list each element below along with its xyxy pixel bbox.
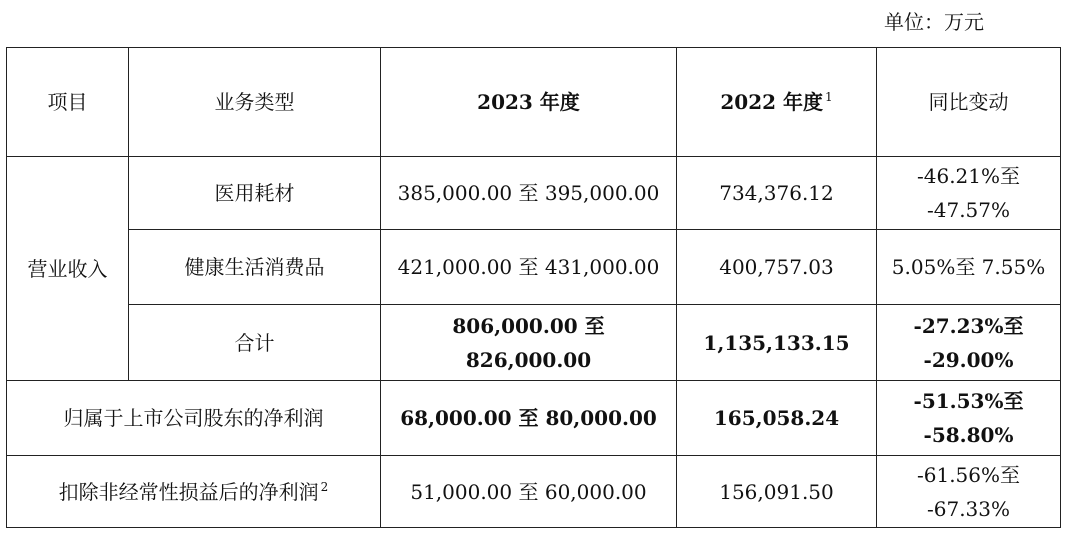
- yoy-line-2: -58.80%: [923, 423, 1014, 447]
- header-item: 项目: [7, 48, 129, 157]
- row-2022-value: 400,757.03: [677, 230, 877, 305]
- header-2023: 2023 年度: [381, 48, 677, 157]
- total-yoy: [877, 305, 1061, 381]
- header-2022-cell: [677, 48, 877, 157]
- yoy-line-1: -27.23%至: [913, 313, 1024, 338]
- row-type: 医用耗材: [129, 157, 381, 230]
- header-yoy: 同比变动: [877, 48, 1061, 157]
- yoy-line-2: -29.00%: [923, 347, 1014, 372]
- total-label: 合计: [129, 305, 381, 381]
- total-2023-value: 806,000.00 至 826,000.00: [381, 305, 677, 381]
- row-2023-value: 421,000.00 至 431,000.00: [381, 230, 677, 305]
- table-row-net-profit-ex: [7, 456, 1061, 528]
- table-header-row: [7, 48, 1061, 157]
- net-profit-ex-yoy: [877, 456, 1061, 528]
- net-profit-yoy: [877, 381, 1061, 456]
- yoy-line-2: -67.33%: [926, 496, 1011, 521]
- row-yoy: [877, 157, 1061, 230]
- table-row-net-profit: [7, 381, 1061, 456]
- table-row-total: [7, 305, 1061, 381]
- net-profit-ex-2023-value: 51,000.00 至 60,000.00: [381, 456, 677, 528]
- footnote-marker-2: 2: [320, 479, 329, 494]
- header-business-type: 业务类型: [129, 48, 381, 157]
- yoy-line-1: -51.53%至: [913, 389, 1024, 413]
- yoy-line-1: -61.56%至: [916, 462, 1021, 487]
- unit-label: 单位：万元: [884, 10, 984, 34]
- row-2022-value: 734,376.12: [677, 157, 877, 230]
- net-profit-ex-label: 扣除非经常性损益后的净利润: [58, 479, 319, 504]
- table-row: [7, 157, 1061, 230]
- yoy-line-1: -46.21%至: [916, 164, 1021, 188]
- row-2023-value: 385,000.00 至 395,000.00: [381, 157, 677, 230]
- footnote-marker-1: 1: [825, 90, 833, 105]
- revenue-label: 营业收入: [7, 157, 129, 381]
- table-row: [7, 230, 1061, 305]
- row-type: 健康生活消费品: [129, 230, 381, 305]
- total-2022-value: 1,135,133.15: [677, 305, 877, 381]
- net-profit-2023-value: 68,000.00 至 80,000.00: [381, 381, 677, 456]
- row-yoy: 5.05%至 7.55%: [877, 230, 1061, 305]
- net-profit-ex-2022-value: 156,091.50: [677, 456, 877, 528]
- performance-forecast-table: [6, 47, 1061, 528]
- header-2022: 2022 年度: [720, 90, 823, 114]
- net-profit-2022-value: 165,058.24: [677, 381, 877, 456]
- net-profit-ex-label-cell: [7, 456, 381, 528]
- net-profit-label: 归属于上市公司股东的净利润: [7, 381, 381, 456]
- yoy-line-2: -47.57%: [926, 198, 1011, 222]
